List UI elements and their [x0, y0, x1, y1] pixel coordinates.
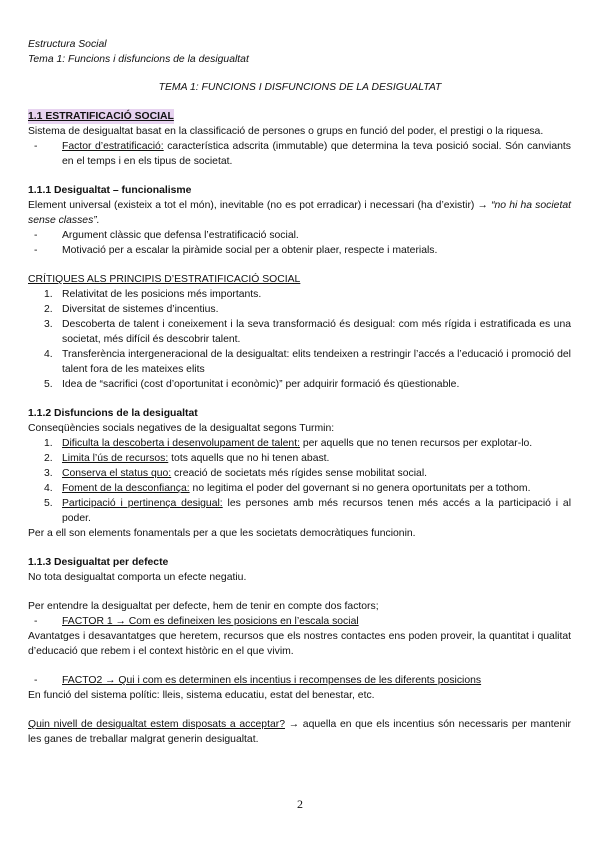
dash-marker: - — [34, 230, 38, 241]
numbered-item — [28, 302, 571, 317]
paragraph-text: Element universal (existeix a tot el món), inevitable (no es pot erradicar) i necessari (ha d’existir) → — [28, 200, 492, 211]
list-item — [28, 614, 571, 629]
dash-marker: - — [34, 141, 38, 152]
list-item-text: Motivació per a escalar la piràmide social per a obtenir plaer, respecte i materials. — [62, 245, 438, 256]
item-number: 2. — [44, 453, 53, 464]
paragraph-universal — [28, 198, 571, 228]
term-description: característica adscrita (immutable) que determina la teva posició social. Són canviants en el temps i en els tipus de societat. — [62, 141, 571, 167]
dash-marker: - — [34, 675, 38, 686]
paragraph-question — [28, 717, 571, 747]
item-number: 3. — [44, 319, 53, 330]
item-text: Transferència intergeneracional de la desigualtat: elits tendeixen a restringir l’accés a l’educació i promoció del talent fora de les mateixes elits — [62, 349, 571, 375]
numbered-item — [28, 436, 571, 451]
paragraph-definition: Sistema de desigualtat basat en la classificació de persones o grups en funció del poder, el prestigi o la riquesa. — [28, 126, 544, 137]
dash-marker: - — [34, 245, 38, 256]
running-header — [28, 37, 249, 67]
item-text: Descoberta de talent i coneixement i la seva transformació és desigual: com més rígida i estratificada es una societat, més difícil és descobrir talent. — [62, 319, 571, 345]
numbered-item — [28, 466, 571, 481]
list-item — [28, 673, 571, 688]
item-number: 5. — [44, 498, 53, 509]
item-number: 4. — [44, 483, 53, 494]
quote: “no hi ha societat sense classes”. — [28, 200, 571, 226]
item-number: 1. — [44, 289, 53, 300]
numbered-item — [28, 377, 571, 392]
document-title: TEMA 1: FUNCIONS I DISFUNCIONS DE LA DESIGUALTAT — [158, 82, 442, 93]
item-text: Relativitat de les posicions més importants. — [62, 289, 262, 300]
paragraph-text: No tota desigualtat comporta un efecte negatiu. — [28, 572, 247, 583]
item-text: Idea de “sacrifici (cost d’oportunitat i econòmic)” per adquirir formació és qüestionable. — [62, 379, 460, 390]
question-answer: → aquella en que els incentius són necessaris per mantenir les ganes de treballar malgrat generin desigualtat. — [28, 719, 571, 745]
factor-1-heading: FACTOR 1 → Com es defineixen les posicions en l’escala social — [62, 616, 359, 627]
item-text: tots aquells que no hi tenen abast. — [168, 453, 330, 464]
paragraph-intro: Conseqüències socials negatives de la desigualtat segons Turmin: — [28, 423, 335, 434]
subsection-heading-per-defecte: 1.1.3 Desigualtat per defecte — [28, 557, 169, 568]
list-item-text: Argument clàssic que defensa l’estratificació social. — [62, 230, 299, 241]
item-term: Conserva el status quo: — [62, 468, 172, 479]
question-text: Quin nivell de desigualtat estem disposats a acceptar? — [28, 719, 285, 730]
critiques-heading: CRÍTIQUES ALS PRINCIPIS D’ESTRATIFICACIÓ SOCIAL — [28, 274, 301, 285]
numbered-item — [28, 451, 571, 466]
numbered-item — [28, 481, 571, 496]
factor-2-heading: FACTO2 → Qui i com es determinen els incentius i recompenses de les diferents posicions — [62, 675, 482, 686]
numbered-item — [28, 317, 571, 347]
subsection-heading-disfuncions: 1.1.2 Disfuncions de la desigualtat — [28, 408, 198, 419]
header-course: Estructura Social — [28, 39, 107, 50]
item-term: Participació i pertinença desigual: — [62, 498, 223, 509]
paragraph-text: Per entendre la desigualtat per defecte, hem de tenir en compte dos factors; — [28, 601, 379, 612]
paragraph-factor-1: Avantatges i desavantatges que heretem, recursos que els nostres contactes ens poden proveir, la quantitat i qualitat d’educació que rebem i el context històric en el que vivim. — [28, 631, 571, 657]
page-number: 2 — [297, 797, 303, 811]
numbered-item — [28, 287, 571, 302]
list-item — [28, 228, 571, 243]
item-term: Foment de la desconfiança: — [62, 483, 190, 494]
item-text: Diversitat de sistemes d’incentius. — [62, 304, 219, 315]
item-text: les persones amb més recursos tenen més accés a la participació i al poder. — [62, 498, 572, 524]
item-text: per aquells que no tenen recursos per explotar-lo. — [299, 438, 533, 449]
item-text: no legitima el poder del governant si no genera oportunitats per a tothom. — [189, 483, 531, 494]
item-number: 3. — [44, 468, 53, 479]
document-body — [28, 109, 571, 747]
paragraph-factor-2: En funció del sistema polític: lleis, sistema educatiu, estat del benestar, etc. — [28, 690, 375, 701]
paragraph-outro: Per a ell son elements fonamentals per a que les societats democràtiques funcionin. — [28, 528, 416, 539]
item-number: 4. — [44, 349, 53, 360]
item-text: creació de societats més rígides sense mobilitat social. — [171, 468, 428, 479]
dash-marker: - — [34, 616, 38, 627]
numbered-item — [28, 496, 571, 526]
section-heading-estratificacio: 1.1 ESTRATIFICACIÓ SOCIAL — [28, 111, 174, 122]
list-item — [28, 139, 571, 169]
item-term: Dificulta la descoberta i desenvolupament de talent: — [62, 438, 300, 449]
item-number: 1. — [44, 438, 53, 449]
term-factor-estratificacio: Factor d’estratificació: — [62, 141, 164, 152]
item-number: 2. — [44, 304, 53, 315]
list-item — [28, 243, 571, 258]
header-topic: Tema 1: Funcions i disfuncions de la desigualtat — [28, 54, 249, 65]
subsection-heading-funcionalisme: 1.1.1 Desigualtat – funcionalisme — [28, 185, 192, 196]
numbered-item — [28, 347, 571, 377]
item-term: Limita l’ús de recursos: — [62, 453, 169, 464]
item-number: 5. — [44, 379, 53, 390]
